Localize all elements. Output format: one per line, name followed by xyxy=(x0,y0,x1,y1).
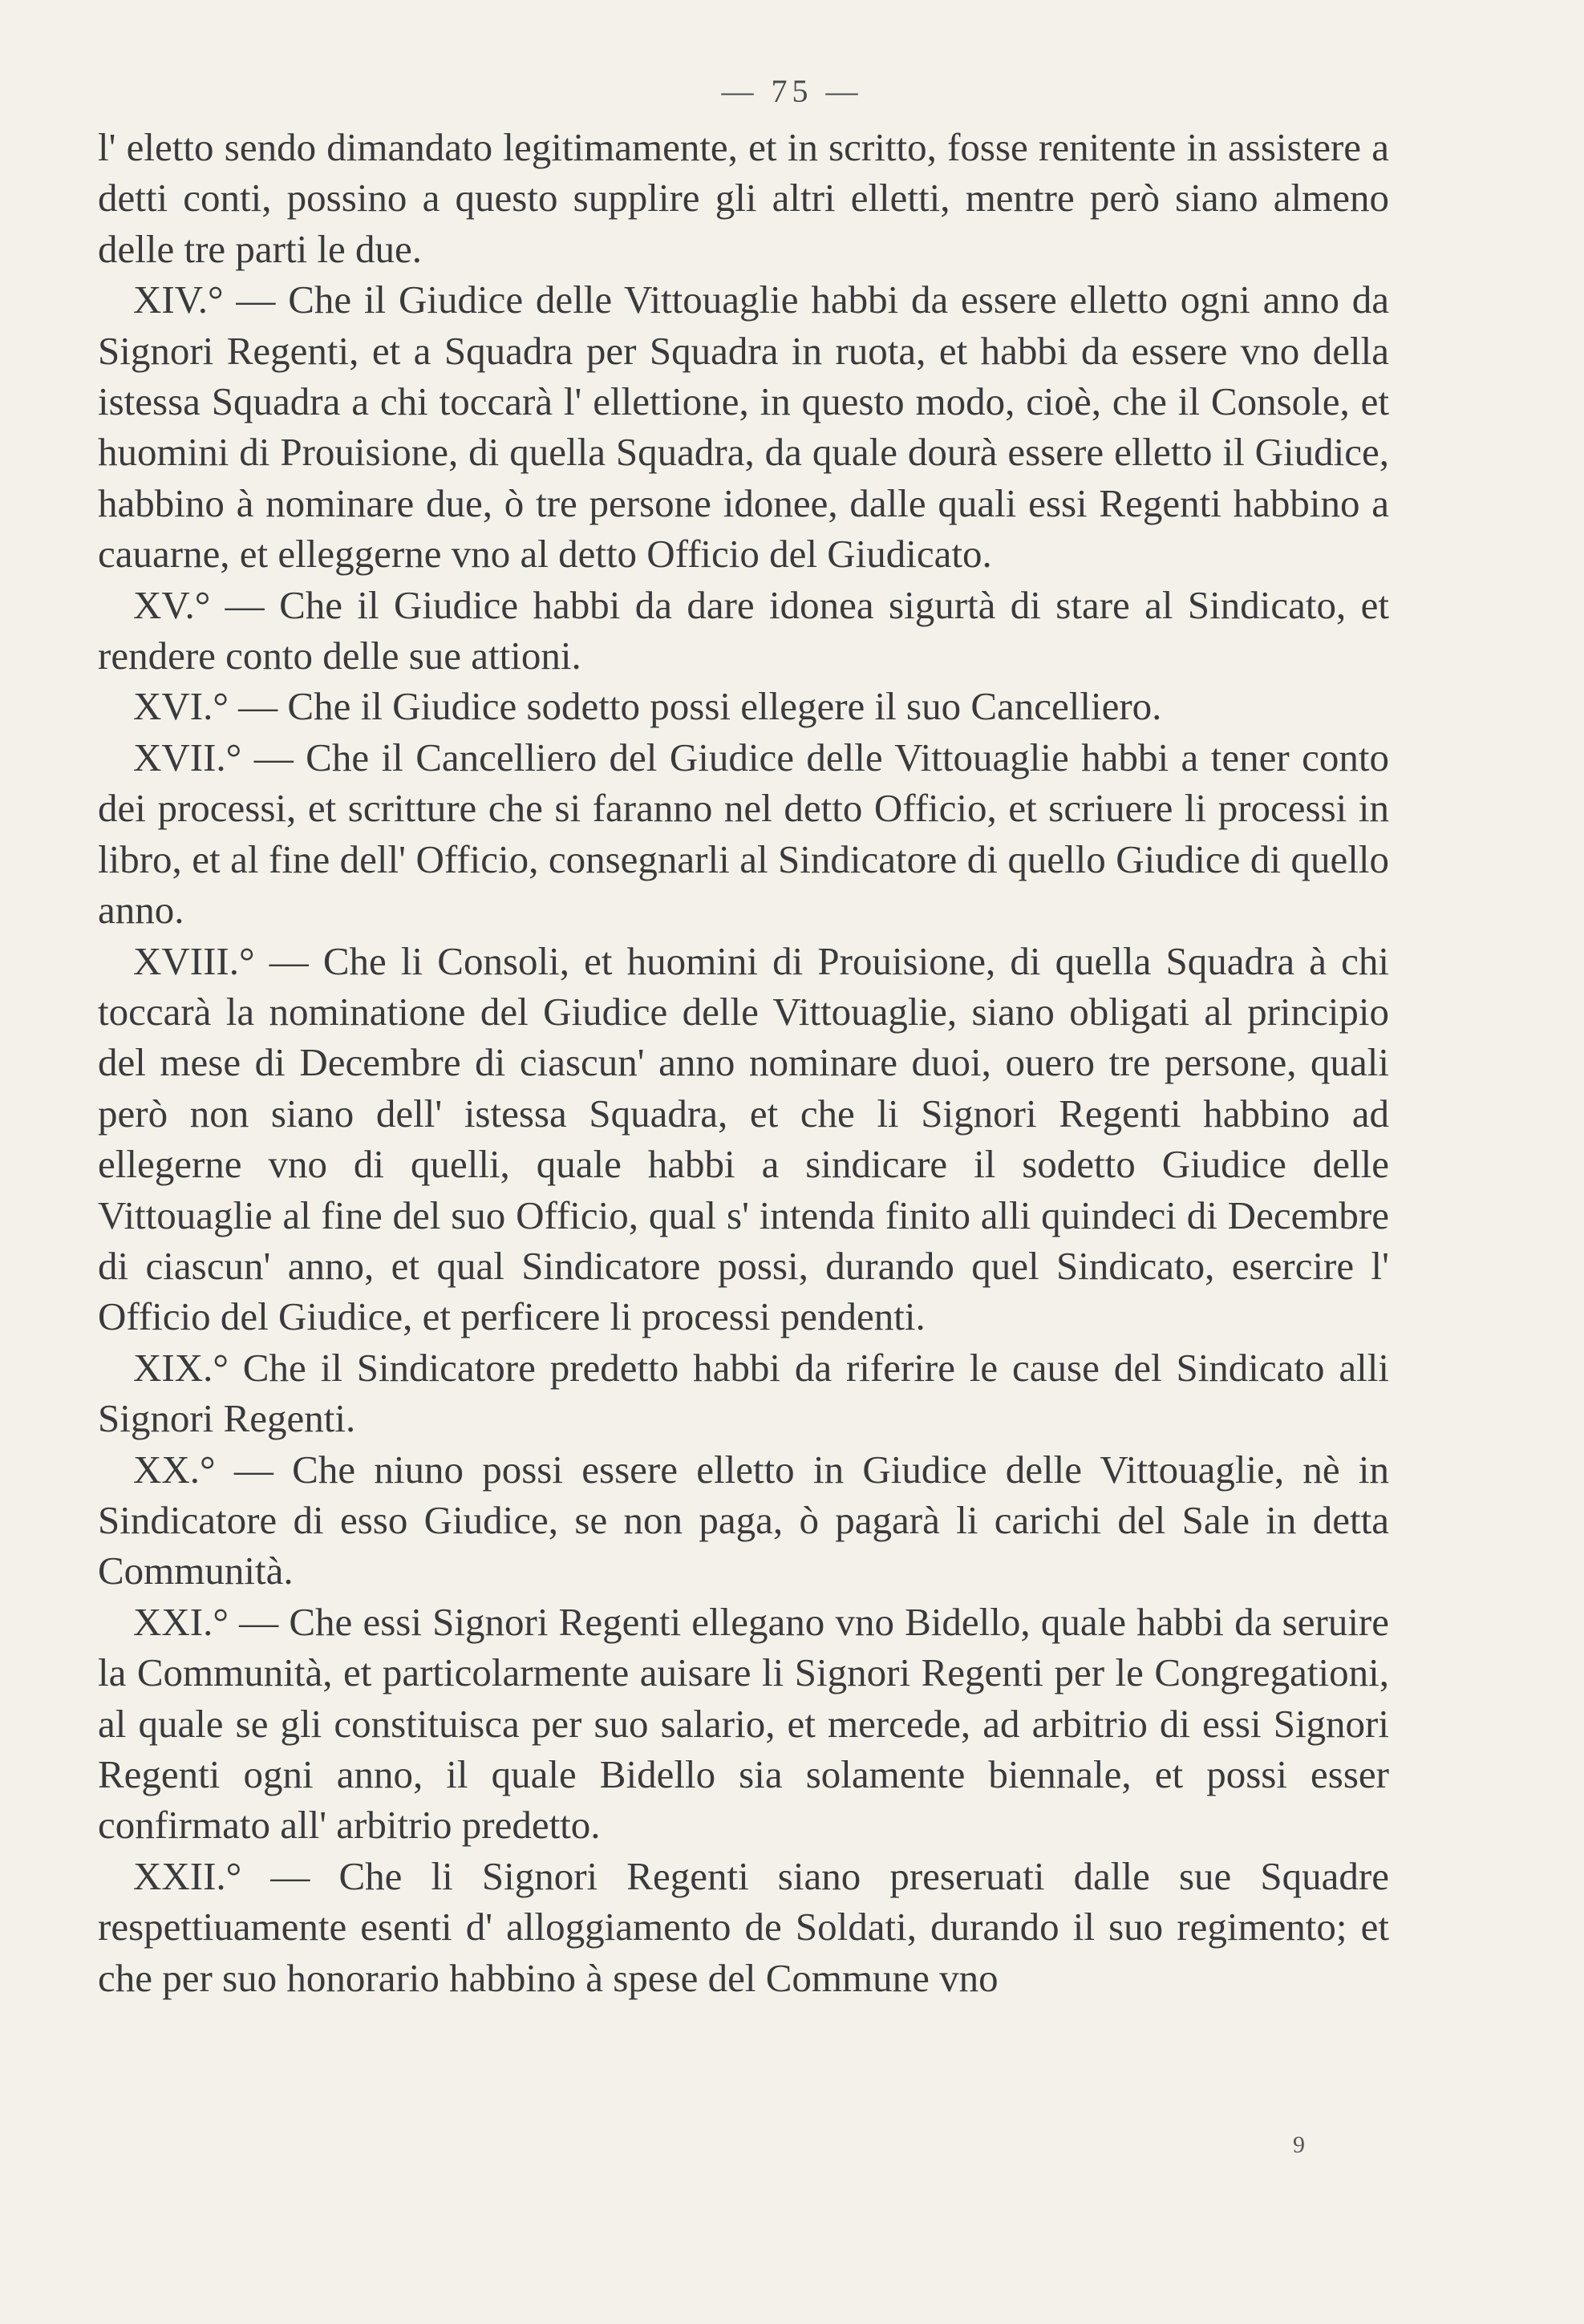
printer-signature-mark: 9 xyxy=(1293,2132,1305,2158)
article-xxii: XXII.° — Che li Signori Regenti siano preseruati dalle sue Squadre respettiuamente esenti d' alloggiamento de Soldati, durando il suo regimento; et che per suo honorario habbino à spese del Commune vno xyxy=(98,1853,1389,2000)
article-xxi: XXI.° — Che essi Signori Regenti ellegano vno Bidello, quale habbi da seruire la Communità, et particolarmente auisare li Signori Regenti per le Congregationi, al quale se gli constituisca per suo salario, et mercede, ad arbitrio di essi Signori Regenti ogni anno, il quale Bidello sia solamente biennale, et possi esser confirmato all' arbitrio predetto. xyxy=(98,1599,1389,1848)
document-body xyxy=(98,122,1389,2003)
page-number: — 75 — xyxy=(721,73,863,109)
article-xiv: XIV.° — Che il Giudice delle Vittouaglie habbi da essere elletto ogni anno da Signori Regenti, et a Squadra per Squadra in ruota, et habbi da essere vno della istessa Squadra a chi toccarà l' ellettione, in questo modo, cioè, che il Console, et huomini di Prouisione, di quella Squadra, da quale dourà essere elletto il Giudice, habbino à nominare due, ò tre persone idonee, dalle quali essi Regenti habbino a cauarne, et elleggerne vno al detto Officio del Giudicato. xyxy=(98,277,1389,577)
article-xvii: XVII.° — Che il Cancelliero del Giudice delle Vittouaglie habbi a tener conto dei processi, et scritture che si faranno nel detto Officio, et scriuere li processi in libro, et al fine dell' Officio, consegnarli al Sindicatore di quello Giudice di quello anno. xyxy=(98,735,1389,933)
article-xviii: XVIII.° — Che li Consoli, et huomini di Prouisione, di quella Squadra à chi toccarà la nominatione del Giudice delle Vittouaglie, siano obligati al principio del mese di Decembre di ciascun' anno nominare duoi, ouero tre persone, quali però non siano dell' istessa Squadra, et che li Signori Regenti habbino ad ellegerne vno di quelli, quale habbi a sindicare il sodetto Giudice delle Vittouaglie al fine del suo Officio, qual s' intenda finito alli quindeci di Decembre di ciascun' anno, et qual Sindicatore possi, durando quel Sindicato, esercire l' Officio del Giudice, et perficere li processi pendenti. xyxy=(98,938,1389,1339)
article-xv: XV.° — Che il Giudice habbi da dare idonea sigurtà di stare al Sindicato, et rendere conto delle sue attioni. xyxy=(98,582,1389,678)
article-xvi: XVI.° — Che il Giudice sodetto possi ellegere il suo Cancelliero. xyxy=(133,684,1162,729)
paragraph-continuation: l' eletto sendo dimandato legitimamente, et in scritto, fosse renitente in assistere a detti conti, possino a questo supplire gli altri elletti, mentre però siano almeno delle tre parti le due. xyxy=(98,125,1389,271)
article-xix: XIX.° Che il Sindicatore predetto habbi da riferire le cause del Sindicato alli Signori Regenti. xyxy=(98,1345,1389,1441)
article-xx: XX.° — Che niuno possi essere elletto in Giudice delle Vittouaglie, nè in Sindicatore di esso Giudice, se non paga, ò pagarà li carichi del Sale in detta Communità. xyxy=(98,1447,1389,1593)
